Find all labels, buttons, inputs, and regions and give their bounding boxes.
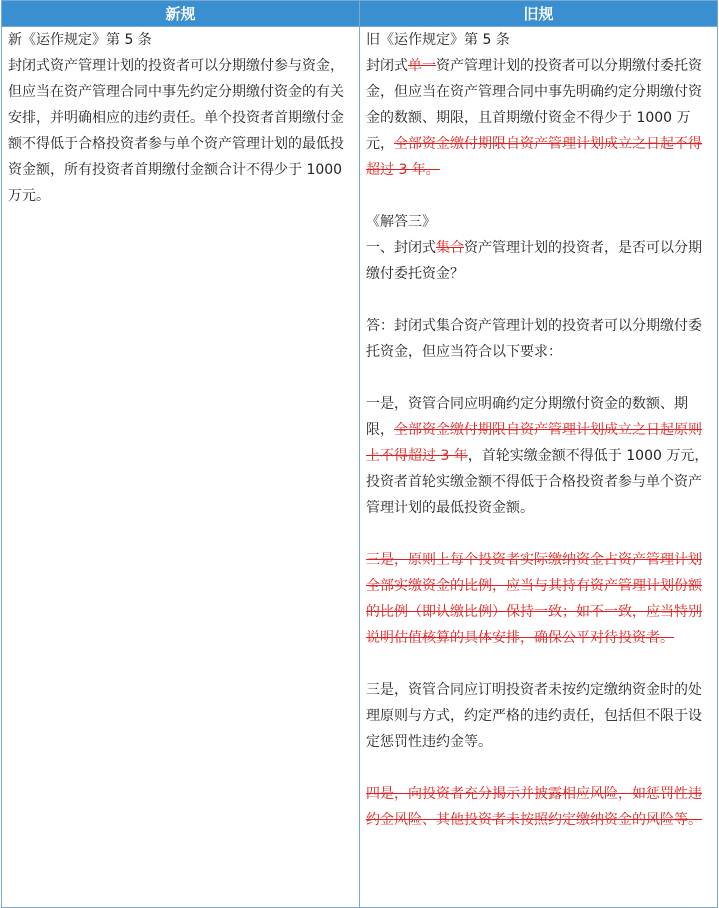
text-span: 一、封闭式 bbox=[366, 240, 436, 256]
text-span: 资产管理计划的投资者可以分期缴付委托资金，但应当在资产管理合同中事先明确约定分期缴付资金的数额、期限，且首期缴付资金不得少于 1000 万元， bbox=[366, 58, 702, 152]
faq-title: 《解答三》 bbox=[366, 214, 436, 230]
faq-answer: 答：封闭式集合资产管理计划的投资者可以分期缴付委托资金，但应当符合以下要求： bbox=[366, 318, 702, 360]
new-rules-body: 封闭式资产管理计划的投资者可以分期缴付参与资金，但应当在资产管理合同中事先约定分期缴付资金的有关安排，并明确相应的违约责任。单个投资者首期缴付金额不得低于合格投资者参与单个资产管理计划的最低投资金额，所有投资者首期缴付金额合计不得少于 1000 万元。 bbox=[8, 58, 344, 204]
requirement-3: 三是，资管合同应订明投资者未按约定缴纳资金时的处理原则与方式，约定严格的违约责任，包括但不限于设定惩罚性违约金等。 bbox=[366, 682, 702, 750]
new-rules-title: 新《运作规定》第 5 条 bbox=[8, 32, 152, 48]
deleted-text: 单一 bbox=[408, 58, 436, 74]
header-row bbox=[2, 1, 718, 27]
deleted-text: 全部资金缴付期限自资产管理计划成立之日起不得超过 3 年。 bbox=[366, 136, 702, 178]
header-new: 新规 bbox=[2, 1, 360, 27]
faq-question bbox=[366, 235, 711, 287]
header-old: 旧规 bbox=[360, 1, 718, 27]
requirement-1 bbox=[366, 391, 711, 521]
content-row bbox=[2, 27, 718, 908]
deleted-text: 全部资金缴付期限自资产管理计划成立之日起原则上不得超过 3 年 bbox=[366, 422, 702, 464]
deleted-text: 集合 bbox=[436, 240, 464, 256]
old-rules-cell bbox=[360, 27, 718, 908]
text-span: ，首轮实缴金额不得低于 1000 万元，投资者首轮实缴金额不得低于合格投资者参与单个资产管理计划的最低投资金额。 bbox=[366, 448, 709, 516]
text-span: 一是，资管合同应明确约定分期缴付资金的数额、期限， bbox=[366, 396, 688, 438]
requirement-4-deleted: 四是，向投资者充分揭示并披露相应风险，如惩罚性违约金风险、其他投资者未按照约定缴纳资金的风险等。 bbox=[366, 786, 702, 828]
comparison-table bbox=[1, 0, 718, 908]
old-rules-title: 旧《运作规定》第 5 条 bbox=[366, 32, 510, 48]
new-rules-cell bbox=[2, 27, 360, 908]
text-span: 资产管理计划的投资者，是否可以分期缴付委托资金？ bbox=[366, 240, 702, 282]
old-rules-para1 bbox=[366, 53, 711, 183]
requirement-2-deleted: 三是，原则上每个投资者实际缴纳资金占资产管理计划全部实缴资金的比例，应当与其持有资产管理计划份额的比例（即认缴比例）保持一致；如不一致，应当特别说明估值核算的具体安排，确保公平对待投资者。 bbox=[366, 552, 702, 646]
text-span: 封闭式 bbox=[366, 58, 408, 74]
